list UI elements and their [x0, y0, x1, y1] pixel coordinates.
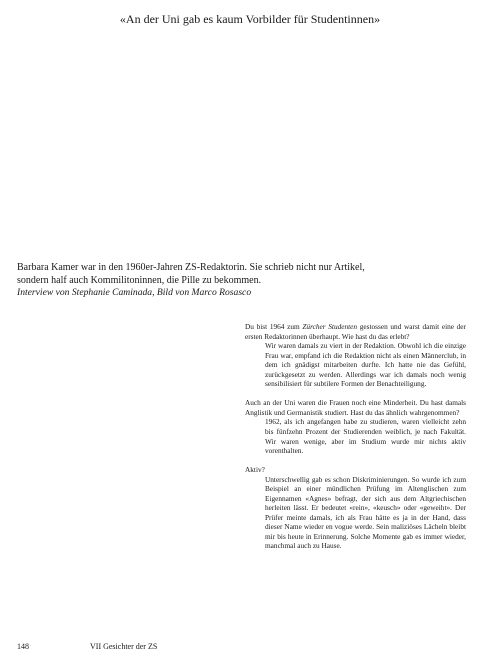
publication-name: Zürcher Studenten [302, 322, 358, 331]
answer-1: Wir waren damals zu viert in der Redaktion. Obwohl ich die einzige Frau war, empfand ich die Redaktion nicht als einen Männerclub, in dem ich gnädigst mitarbeiten durfte. Ich hatte nie das Gefühl, zurückgesetzt zu werden. Allerdings war ich damals noch wenig sensibilisiert für subtilere Formen der Benachteiligung. [265, 341, 466, 389]
question-2: Auch an der Uni waren die Frauen noch eine Minderheit. Du hast damals Anglistik und Germanistik studiert. Hast du das ähnlich wahrgenommen? [245, 398, 466, 417]
lead-line-1: Barbara Kamer war in den 1960er-Jahren ZS-Redaktorin. Sie schrieb nicht nur Artikel, [17, 262, 365, 273]
interview-credit: Interview von Stephanie Caminada, Bild von Marco Rosasco [17, 287, 252, 298]
lead-line-2: sondern half auch Kommilitoninnen, die Pille zu bekommen. [17, 274, 262, 286]
lead-paragraph [17, 262, 417, 300]
answer-2: 1962, als ich angefangen habe zu studieren, waren vielleicht zehn bis fünfzehn Prozent der Studierenden weiblich, je nach Fakultät. Wir waren wenige, aber im Studium wurde mir nichts aktiv vorenthalten. [265, 417, 466, 456]
page-number: 148 [17, 642, 29, 651]
question-1: Du bist 1964 zum Zürcher Studenten gestossen und warst damit eine der ersten Redaktorinnen überhaupt. Wie hast du das erlebt? [245, 322, 466, 341]
interview-body [245, 322, 466, 561]
question-3: Aktiv? [245, 465, 265, 475]
section-title: VII Gesichter der ZS [90, 642, 158, 651]
answer-3: Unterschwellig gab es schon Diskriminierungen. So wurde ich zum Beispiel an einer mündlichen Prüfung im Altenglischen zum Eigennamen «Agnes» befragt, der sich aus dem Altgriechischen herleiten lässt. Er bedeutet «rein», «keusch» oder «geweiht». Der Prüfer meinte damals, ich als Frau hätte es ja in der Hand, dass dieser Name wieder en vogue werde. Sein maliziöses Lächeln bleibt mir bis heute in Erinnerung. Solche Momente gab es immer wieder, manchmal auch zu Hause. [265, 474, 466, 551]
page-headline: «An der Uni gab es kaum Vorbilder für Studentinnen» [119, 12, 381, 26]
